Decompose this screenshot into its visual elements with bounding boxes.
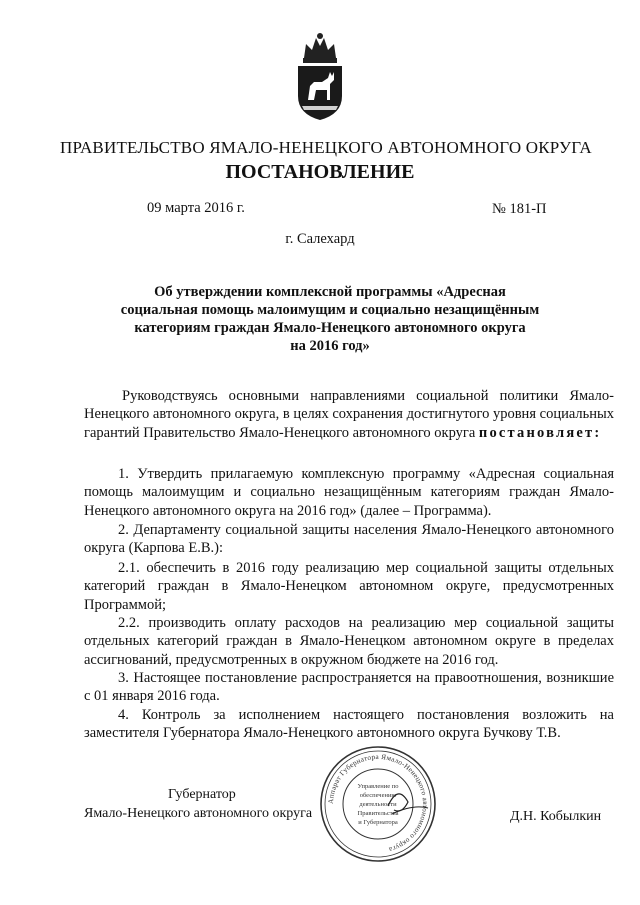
decree-word: постановляет: <box>478 424 602 441</box>
svg-text:обеспечению: обеспечению <box>359 792 397 799</box>
document-date: 09 марта 2016 г. <box>147 200 245 216</box>
signatory-position: Губернатор <box>168 787 236 802</box>
list-item: 2.2. производить оплату расходов на реализацию мер социальной защиты отдельных категорий граждан в Ямало-Ненецком автономном округе в пределах ассигнований, предусмотренных в окружном бюджете на 2016 год. <box>84 615 614 668</box>
signatory-position-region: Ямало-Ненецкого автономного округа <box>84 806 313 821</box>
organization-header: ПРАВИТЕЛЬСТВО ЯМАЛО-НЕНЕЦКОГО АВТОНОМНОГО ОКРУГА <box>60 138 592 157</box>
document-type: ПОСТАНОВЛЕНИЕ <box>225 161 415 183</box>
svg-text:Аппарат Губернатора Ямало-Нене: Аппарат Губернатора Ямало-Ненецкого автономного округа <box>326 752 430 854</box>
title-line: Об утверждении комплексной программы «Адресная <box>154 284 506 300</box>
list-item: 2. Департаменту социальной защиты населения Ямало-Ненецкого автономного округа (Карпова Е.В.): <box>84 522 614 557</box>
coat-of-arms-icon <box>290 30 350 122</box>
list-item: 1. Утвердить прилагаемую комплексную программу «Адресная социальная помощь малоимущим и социально незащищённым категориям граждан Ямало-Ненецкого автономного округа на 2016 год» (далее – Программа). <box>84 466 614 519</box>
svg-text:Управление по: Управление по <box>357 783 399 790</box>
list-item: 3. Настоящее постановление распространяется на правоотношения, возникшие с 01 января 2016 года. <box>84 670 614 705</box>
title-line: категориям граждан Ямало-Ненецкого автономного округа <box>134 320 526 336</box>
document-number: № 181-П <box>492 201 547 217</box>
document-title <box>100 283 560 355</box>
list-item: 2.1. обеспечить в 2016 году реализацию мер социальной защиты отдельных категорий граждан в Ямало-Ненецком автономном округе, предусмотренных Программой; <box>84 560 614 613</box>
title-line: на 2016 год» <box>290 338 370 354</box>
signatory-name: Д.Н. Кобылкин <box>510 809 602 824</box>
document-city: г. Салехард <box>285 231 355 247</box>
svg-text:и Губернатора: и Губернатора <box>358 819 398 826</box>
svg-text:Правительства: Правительства <box>357 810 399 817</box>
preamble-text: Руководствуясь основными направлениями социальной политики Ямало-Ненецкого автономного округа, в целях сохранения достигнутого уровня социальных гарантий Правительство Ямало-Ненецкого автономного округа <box>84 388 614 441</box>
preamble-paragraph <box>84 387 614 442</box>
svg-text:деятельности: деятельности <box>359 801 397 808</box>
list-item: 4. Контроль за исполнением настоящего постановления возложить на заместителя Губернатора Ямало-Ненецкого автономного округа Бучкову Т.В. <box>84 707 614 742</box>
title-line: социальная помощь малоимущим и социально незащищённым <box>120 302 540 318</box>
official-stamp-icon <box>318 744 438 864</box>
